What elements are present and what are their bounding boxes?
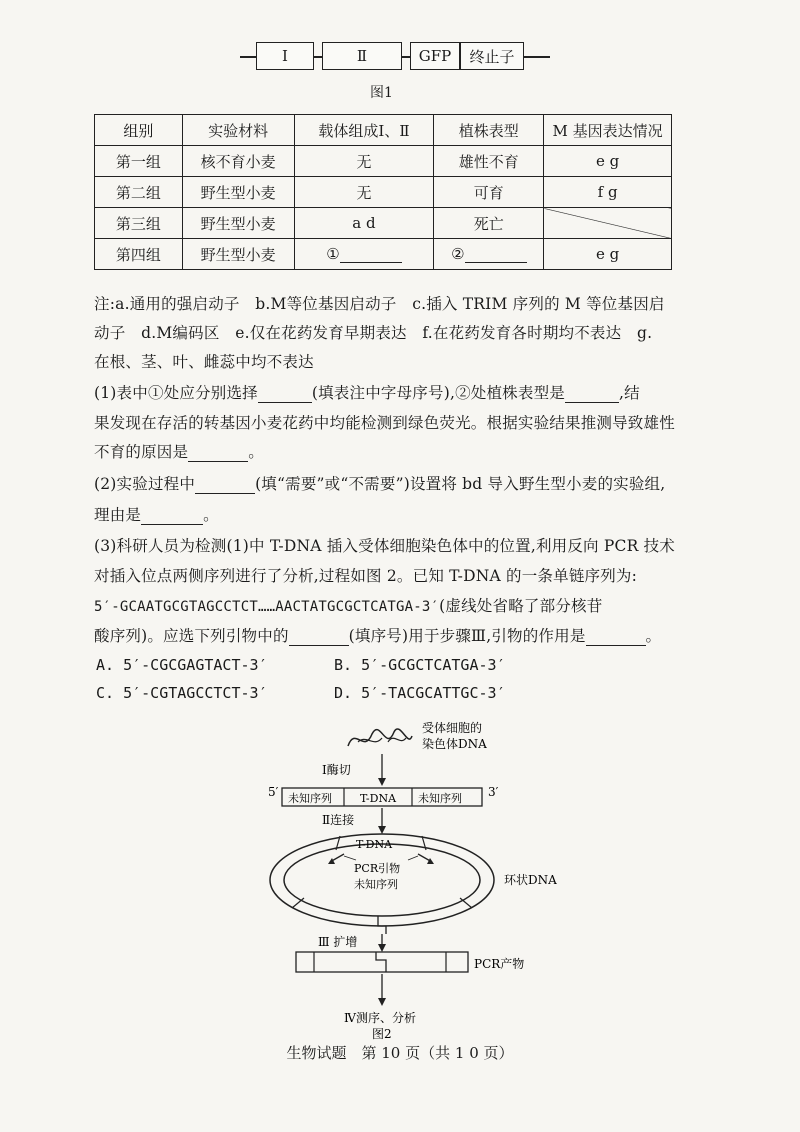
table-row <box>95 177 672 208</box>
question-1-line-3 <box>94 440 264 462</box>
question-text: (1)表中①处应分别选择 <box>94 384 258 402</box>
arrow-head <box>378 998 386 1006</box>
ring-tdna-label: T-DNA <box>356 838 393 851</box>
question-text: 。 <box>645 627 662 645</box>
question-text: (填“需要”或“不需要”)设置将 bd 导入野生型小麦的实验组, <box>255 475 666 493</box>
answer-blank[interactable] <box>565 386 619 403</box>
question-3-line-1: (3)科研人员为检测(1)中 T-DNA 插入受体细胞染色体中的位置,利用反向 PCR 技术 <box>94 537 675 555</box>
question-text: (填序号)用于步骤Ⅲ,引物的作用是 <box>348 627 586 645</box>
primer-pointer <box>344 856 356 860</box>
chromosome-squiggle <box>348 729 412 746</box>
table-cell: 核不育小麦 <box>182 146 294 177</box>
question-text: ,结 <box>618 384 640 402</box>
construct-line-left <box>240 56 256 58</box>
question-3-line-4 <box>94 624 661 646</box>
option-c[interactable]: C. 5′-CGTAGCCTCT-3′ <box>96 684 268 702</box>
option-b[interactable]: B. 5′-GCGCTCATGA-3′ <box>334 656 506 674</box>
product-junction <box>376 952 386 972</box>
construct-line <box>402 56 410 58</box>
table-cell-blank-1 <box>294 239 434 270</box>
construct-line-right <box>524 56 550 58</box>
arrow-head <box>427 858 434 864</box>
option-a[interactable]: A. 5′-CGCGAGTACT-3′ <box>96 656 268 674</box>
table-header-cell: 载体组成Ⅰ、Ⅱ <box>294 115 434 146</box>
ring-junction <box>378 916 386 934</box>
segment-unknown-right: 未知序列 <box>418 792 462 805</box>
step4-label: Ⅳ测序、分析 <box>344 1011 416 1025</box>
question-2-line-1 <box>94 472 665 494</box>
question-text: 。 <box>248 443 264 461</box>
table-header-cell: 组别 <box>95 115 183 146</box>
question-text: 理由是 <box>94 506 142 524</box>
ring-label: 环状DNA <box>504 873 557 887</box>
note-line-2: 动子 d.M编码区 e.仅在花药发育早期表达 f.在花药发育各时期均不表达 g. <box>94 324 653 342</box>
question-3-line-2: 对插入位点两侧序列进行了分析,过程如图 2。已知 T-DNA 的一条单链序列为: <box>94 567 638 585</box>
answer-blank[interactable] <box>340 248 402 263</box>
end-5prime: 5′ <box>268 785 279 799</box>
question-1-line-2: 果发现在存活的转基因小麦花药中均能检测到绿色荧光。根据实验结果推测导致雄性 <box>94 414 675 432</box>
step1-label: Ⅰ酶切 <box>322 763 351 777</box>
question-text: 。 <box>203 506 219 524</box>
answer-blank[interactable] <box>195 477 255 494</box>
blank-marker-1: ① <box>326 245 340 263</box>
figure1-caption: 图1 <box>370 85 393 101</box>
table-cell: 第三组 <box>95 208 183 239</box>
question-text: (填表注中字母序号),②处植株表型是 <box>311 384 565 402</box>
segment-unknown-left: 未知序列 <box>288 792 332 805</box>
page-footer: 生物试题 第 10 页（共 1 0 页） <box>286 1044 514 1062</box>
question-text: 酸序列)。应选下列引物中的 <box>94 627 289 645</box>
table-cell: f g <box>544 177 672 208</box>
answer-blank[interactable] <box>258 386 312 403</box>
pcr-product-label: PCR产物 <box>474 957 525 971</box>
table-row <box>95 146 672 177</box>
construct-box-2: Ⅱ <box>322 42 402 70</box>
table-row <box>95 239 672 270</box>
ring-unknown-label: 未知序列 <box>354 878 398 891</box>
table-cell: 无 <box>294 146 434 177</box>
end-3prime: 3′ <box>488 785 499 799</box>
table-header-row <box>95 115 672 146</box>
arrow-head <box>328 858 335 864</box>
arrow-head <box>378 944 386 952</box>
question-text: (2)实验过程中 <box>94 475 196 493</box>
step2-label: Ⅱ连接 <box>322 813 355 827</box>
question-text: (虚线处省略了部分核苷 <box>439 597 603 615</box>
table-cell: 第二组 <box>95 177 183 208</box>
answer-blank[interactable] <box>188 445 248 462</box>
answer-blank[interactable] <box>141 508 203 525</box>
primer-pointer <box>408 856 418 860</box>
question-3-line-3 <box>94 594 602 616</box>
construct-line <box>314 56 322 58</box>
figure1-construct <box>240 40 560 72</box>
blank-marker-2: ② <box>451 245 465 263</box>
table-cell: 第一组 <box>95 146 183 177</box>
ring-primer-label: PCR引物 <box>354 862 401 875</box>
segment-tdna: T-DNA <box>360 792 397 805</box>
step3-label: Ⅲ 扩增 <box>318 935 358 949</box>
question-2-line-2 <box>94 503 219 525</box>
table-cell: 死亡 <box>434 208 544 239</box>
table-header-cell: 实验材料 <box>182 115 294 146</box>
arrow-head <box>378 826 386 834</box>
table-cell: 野生型小麦 <box>182 177 294 208</box>
construct-box-gfp: GFP <box>410 42 460 70</box>
table-cell-blank-2 <box>434 239 544 270</box>
construct-box-1: Ⅰ <box>256 42 314 70</box>
option-d[interactable]: D. 5′-TACGCATTGC-3′ <box>334 684 506 702</box>
question-text: 不育的原因是 <box>94 443 189 461</box>
pcr-product-box <box>296 952 468 972</box>
table-cell: 第四组 <box>95 239 183 270</box>
answer-blank[interactable] <box>586 629 646 646</box>
table-header-cell: M 基因表达情况 <box>544 115 672 146</box>
table-header-cell: 植株表型 <box>434 115 544 146</box>
question-1-line-1 <box>94 381 640 403</box>
table-cell-diagonal <box>544 208 672 239</box>
table-cell: a d <box>294 208 434 239</box>
table-cell: e g <box>544 146 672 177</box>
answer-blank[interactable] <box>465 248 527 263</box>
results-table <box>94 114 672 270</box>
chromosome-label: 受体细胞的 <box>422 721 483 735</box>
chromosome-label: 染色体DNA <box>422 737 487 751</box>
answer-blank[interactable] <box>289 629 349 646</box>
table-cell: e g <box>544 239 672 270</box>
construct-box-terminator: 终止子 <box>460 42 524 70</box>
figure2-diagram <box>240 712 560 1042</box>
note-line-3: 在根、茎、叶、雌蕊中均不表达 <box>94 353 314 371</box>
table-cell: 野生型小麦 <box>182 208 294 239</box>
table-cell: 可育 <box>434 177 544 208</box>
arrow-head <box>378 778 386 786</box>
table-cell: 雄性不育 <box>434 146 544 177</box>
dna-sequence: 5′-GCAATGCGTAGCCTCT……AACTATGCGCTCATGA-3′ <box>94 599 440 615</box>
table-row <box>95 208 672 239</box>
note-line-1: 注:a.通用的强启动子 b.M等位基因启动子 c.插入 TRIM 序列的 M 等位基因启 <box>94 295 665 313</box>
figure2-caption: 图2 <box>372 1027 392 1041</box>
table-cell: 野生型小麦 <box>182 239 294 270</box>
table-cell: 无 <box>294 177 434 208</box>
